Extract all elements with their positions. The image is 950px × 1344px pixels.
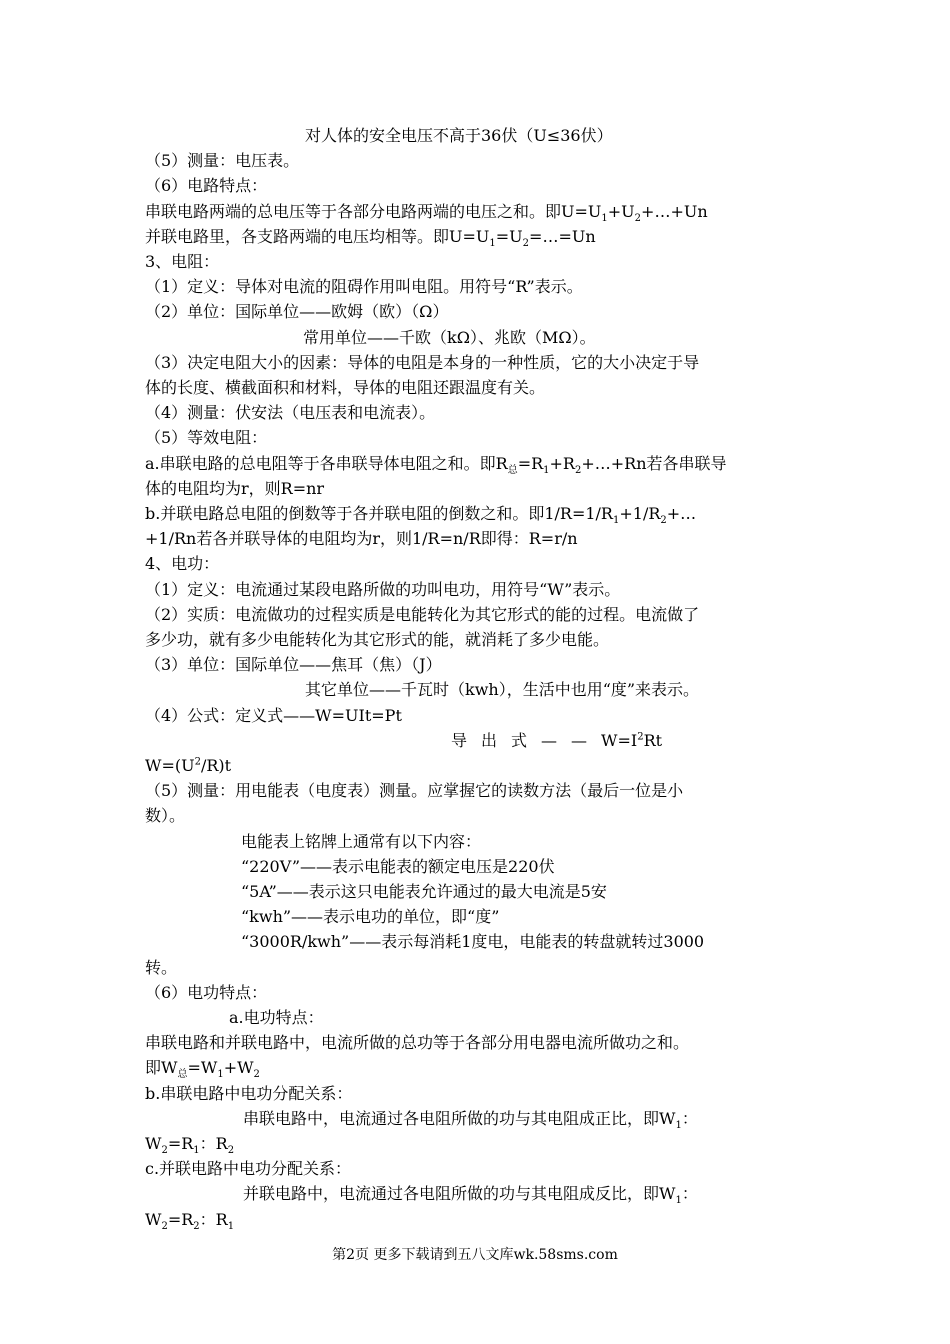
text-line: 其它单位——千瓦时（kwh），生活中也用“度”来表示。: [305, 680, 700, 699]
text-line: $W=(U^2/R)t$: [145, 756, 232, 775]
text-line: $W_2=R_2$：$R_1$: [145, 1210, 235, 1233]
text-line: $W_2=R_1$：$R_2$: [145, 1134, 235, 1157]
page-footer: 第2页 更多下载请到五八文库wk.58sms.com: [332, 1247, 618, 1263]
text-line: 导出式$——W=I^2Rt$: [451, 731, 663, 750]
text-line: （5）等效电阻：: [145, 428, 268, 447]
text-line: 串联电路两端的总电压等于各部分电路两端的电压之和。即$U=U_1+U_2+\dots+Un$: [145, 202, 708, 225]
text-line: 体的长度、横截面积和材料，导体的电阻还跟温度有关。: [145, 378, 546, 397]
text-line: 电能表上铭牌上通常有以下内容：: [241, 832, 482, 851]
text-line: 并联电路中，电流通过各电阻所做的功与其电阻成反比，即$W_1$：: [243, 1184, 698, 1207]
text-line: （1）定义：导体对电流的阻碍作用叫电阻。用符号“R”表示。: [145, 277, 583, 296]
text-line: （4）测量：伏安法（电压表和电流表）。: [145, 403, 436, 422]
text-line: “5A”——表示这只电能表允许通过的最大电流是5安: [241, 882, 607, 901]
text-line: 对人体的安全电压不高于36伏（U≤36伏）: [305, 126, 613, 145]
text-line: （6）电路特点：: [145, 176, 268, 195]
text-line: （4）公式：定义式——W=UIt=Pt: [145, 706, 402, 725]
text-line: 转。: [145, 958, 178, 977]
text-line: “220V”——表示电能表的额定电压是220伏: [241, 857, 555, 876]
text-line: 多少功，就有多少电能转化为其它形式的能，就消耗了多少电能。: [145, 630, 610, 649]
text-line: 数）。: [145, 806, 186, 825]
text-line: b.并联电路总电阻的倒数等于各并联电阻的倒数之和。即$1/R=1/R_1+1/R_2+\dots$: [145, 504, 697, 527]
text-line: （5）测量：用电能表（电度表）测量。应掌握它的读数方法（最后一位是小: [145, 781, 684, 800]
text-line: “3000R/kwh”——表示每消耗1度电，电能表的转盘就转过3000: [241, 932, 705, 951]
text-line: （2）单位：国际单位——欧姆（欧）（Ω）: [145, 302, 449, 321]
text-line: 即$W_总=W_1+W_2$: [145, 1058, 260, 1081]
text-line: +1/Rn若各并联导体的电阻均为r，则1/R=n/R即得：R=r/n: [145, 529, 578, 548]
text-line: 并联电路里，各支路两端的电压均相等。即$U=U_1=U_2=\dots=Un$: [145, 227, 596, 250]
text-line: （2）实质：电流做功的过程实质是电能转化为其它形式的能的过程。电流做了: [145, 605, 700, 624]
text-line: “kwh”——表示电功的单位，即“度”: [241, 907, 500, 926]
section-heading: 4、电功：: [145, 554, 220, 573]
text-line: 串联电路中，电流通过各电阻所做的功与其电阻成正比，即$W_1$：: [243, 1109, 698, 1132]
text-line: （3）单位：国际单位——焦耳（焦）（J）: [145, 655, 442, 674]
text-line: a.串联电路的总电阻等于各串联导体电阻之和。即$R_总=R_1+R_2+\dots+Rn$若各串联导: [145, 454, 727, 477]
text-line: 串联电路和并联电路中，电流所做的总功等于各部分用电器电流所做功之和。: [145, 1033, 690, 1052]
section-heading: 3、电阻：: [145, 252, 220, 271]
text-line: （6）电功特点：: [145, 983, 268, 1002]
text-line: （1）定义：电流通过某段电路所做的功叫电功，用符号“W”表示。: [145, 580, 621, 599]
text-line: （3）决定电阻大小的因素：导体的电阻是本身的一种性质，它的大小决定于导: [145, 353, 700, 372]
text-line: （5）测量：电压表。: [145, 151, 300, 170]
text-line: c.并联电路中电功分配关系：: [145, 1159, 352, 1178]
text-line: a.电功特点：: [229, 1008, 324, 1027]
text-line: 常用单位——千欧（kΩ）、兆欧（MΩ）。: [303, 328, 596, 347]
text-line: 体的电阻均为r，则R=nr: [145, 479, 325, 498]
text-line: b.串联电路中电功分配关系：: [145, 1084, 353, 1103]
